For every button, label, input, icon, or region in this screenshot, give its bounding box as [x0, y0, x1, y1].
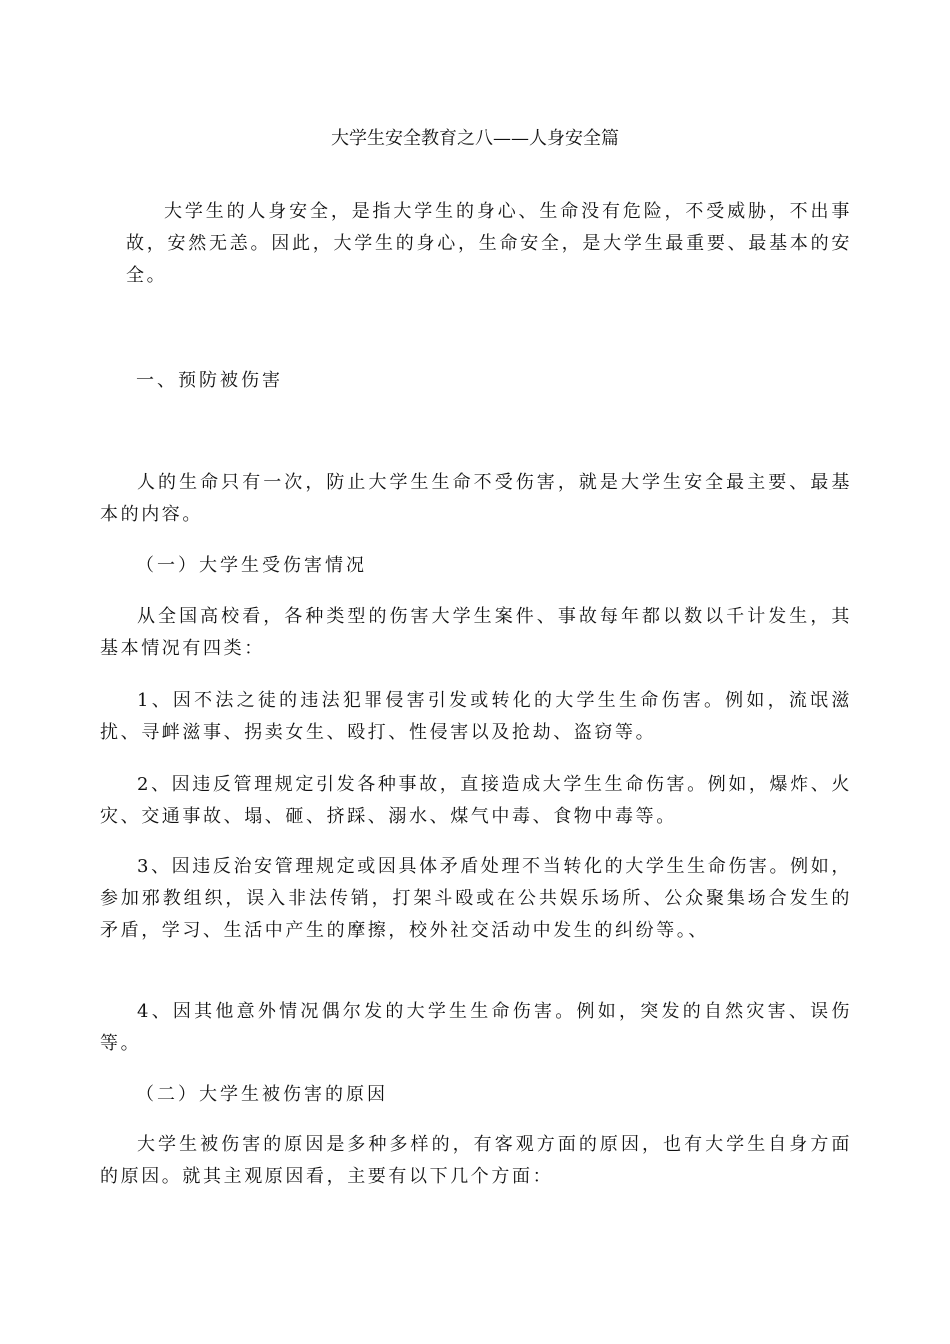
list-item-1: 1、因不法之徒的违法犯罪侵害引发或转化的大学生生命伤害。例如，流氓滋扰、寻衅滋事、拐卖女生、殴打、性侵害以及抢劫、盗窃等。 — [100, 690, 852, 743]
subsection-heading-harm-situation: （一）大学生受伤害情况 — [136, 555, 367, 576]
paragraph-life-once: 人的生命只有一次，防止大学生生命不受伤害，就是大学生安全最主要、最基本的内容。 — [100, 472, 852, 525]
document-title: 大学生安全教育之八——人身安全篇 — [331, 128, 619, 149]
list-item-3: 3、因违反治安管理规定或因具体矛盾处理不当转化的大学生生命伤害。例如，参加邪教组织，误入非法传销，打架斗殴或在公共娱乐场所、公众聚集场合发生的矛盾，学习、生活中产生的摩擦，校外社交活动中发生的纠纷等。、 — [100, 856, 852, 941]
section-heading-prevent-harm: 一、预防被伤害 — [136, 370, 283, 391]
subsection-heading-harm-causes: （二）大学生被伤害的原因 — [136, 1084, 388, 1105]
list-item-2: 2、因违反管理规定引发各种事故，直接造成大学生生命伤害。例如，爆炸、火灾、交通事故、塌、砸、挤踩、溺水、煤气中毒、食物中毒等。 — [100, 774, 852, 827]
intro-paragraph: 大学生的人身安全，是指大学生的身心、生命没有危险，不受威胁，不出事故，安然无恙。因此，大学生的身心，生命安全，是大学生最重要、最基本的安全。 — [126, 201, 852, 286]
list-item-4: 4、因其他意外情况偶尔发的大学生生命伤害。例如，突发的自然灾害、误伤等。 — [100, 1001, 852, 1054]
paragraph-national-overview: 从全国高校看，各种类型的伤害大学生案件、事故每年都以数以千计发生，其基本情况有四类： — [100, 606, 852, 659]
paragraph-causes: 大学生被伤害的原因是多种多样的，有客观方面的原因，也有大学生自身方面的原因。就其主观原因看，主要有以下几个方面： — [100, 1134, 852, 1187]
